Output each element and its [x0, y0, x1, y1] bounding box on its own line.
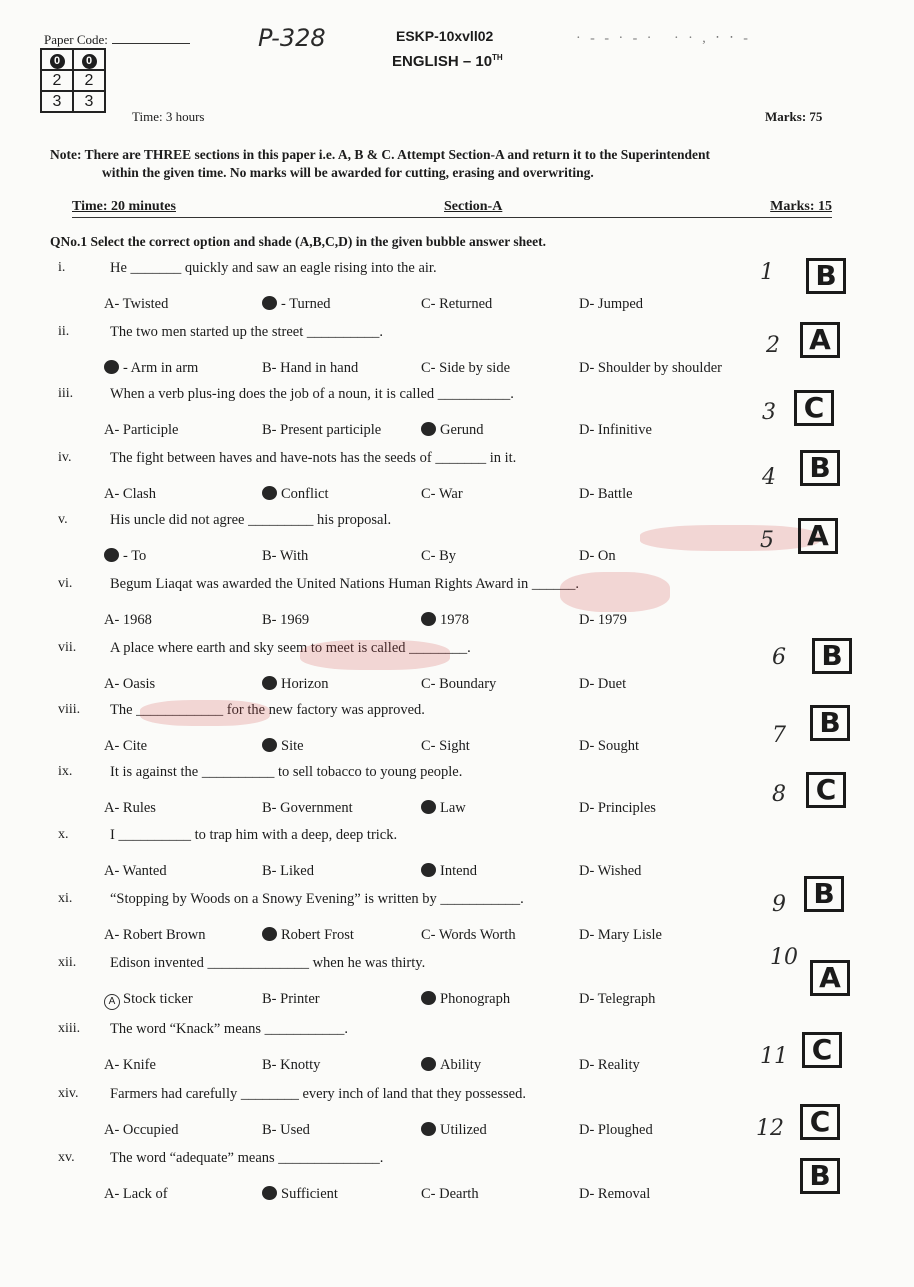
answer-option[interactable] [262, 1122, 310, 1139]
question-number: xv. [58, 1150, 75, 1165]
shaded-bubble-icon [421, 991, 436, 1005]
shaded-bubble-icon [421, 800, 436, 814]
answer-option[interactable] [421, 422, 484, 439]
answer-option[interactable] [262, 738, 304, 755]
code-cell: 0 [41, 49, 73, 70]
question-text: “Stopping by Woods on a Snowy Evening” is written by ___________. [110, 891, 524, 907]
option-label: A- Clash [104, 486, 156, 502]
question-number: viii. [58, 702, 81, 717]
answer-option[interactable] [579, 991, 655, 1008]
option-row [0, 927, 914, 947]
answer-option[interactable] [579, 927, 662, 944]
handwritten-answer-number: 4 [762, 465, 776, 490]
question-item [0, 576, 914, 640]
section-name: Section-A [444, 199, 503, 214]
option-label: Law [440, 800, 466, 816]
answer-option[interactable] [421, 486, 463, 503]
answer-option[interactable] [579, 1057, 640, 1074]
option-label: D- Sought [579, 738, 640, 754]
option-label: Ability [440, 1057, 482, 1073]
shaded-bubble-icon [421, 422, 436, 436]
answer-option[interactable] [262, 676, 329, 693]
option-label: Intend [440, 863, 478, 879]
answer-option[interactable] [104, 863, 167, 880]
answer-option[interactable] [262, 360, 358, 377]
handwritten-answer-box: B [800, 1158, 840, 1194]
answer-option[interactable] [421, 548, 456, 565]
option-label: A- Participle [104, 422, 179, 438]
answer-option[interactable] [104, 422, 179, 439]
shaded-bubble-icon [262, 296, 277, 310]
option-label: A- Occupied [104, 1122, 179, 1138]
answer-option[interactable] [579, 863, 641, 880]
option-label: Conflict [281, 486, 329, 502]
answer-option[interactable] [104, 1186, 168, 1203]
answer-option[interactable] [104, 360, 198, 377]
question-number: ix. [58, 764, 73, 779]
handwritten-answer-box: A [798, 518, 838, 554]
option-label: D- Shoulder by shoulder [579, 360, 722, 376]
option-label: B- Used [262, 1122, 310, 1138]
option-row [0, 612, 914, 632]
shaded-bubble-icon [262, 486, 277, 500]
question-number: i. [58, 260, 66, 275]
answer-option[interactable] [421, 927, 516, 944]
handwritten-answer-number: 9 [772, 892, 786, 917]
question-number: xii. [58, 955, 77, 970]
option-row [0, 360, 914, 380]
section-header [72, 199, 832, 218]
question-text: The word “Knack” means ___________. [110, 1021, 348, 1037]
option-label: - Turned [281, 296, 331, 312]
option-label: D- Removal [579, 1186, 651, 1202]
shaded-bubble-icon [421, 1057, 436, 1071]
option-label: C- Words Worth [421, 927, 516, 943]
question-item [0, 260, 914, 324]
answer-option[interactable] [262, 927, 354, 944]
code-cell: 2 [41, 70, 73, 91]
option-label: Gerund [440, 422, 484, 438]
handwritten-answer-number: 6 [772, 645, 786, 670]
option-label: D- Mary Lisle [579, 927, 662, 943]
answer-option[interactable] [421, 863, 477, 880]
handwritten-answer-box: B [806, 258, 846, 294]
answer-option[interactable] [421, 991, 510, 1008]
code-cell: 0 [73, 49, 105, 70]
option-label: B- Hand in hand [262, 360, 359, 376]
answer-option[interactable] [421, 1122, 487, 1139]
handwritten-answer-box: C [794, 390, 834, 426]
question-item [0, 1150, 914, 1214]
option-label: D- Principles [579, 800, 656, 816]
option-label: D- Ploughed [579, 1122, 653, 1138]
handwritten-answer-number: 11 [760, 1044, 788, 1069]
option-label: - Arm in arm [123, 360, 199, 376]
handwritten-answer-box: C [802, 1032, 842, 1068]
answer-option[interactable] [262, 1186, 338, 1203]
option-label: C- Dearth [421, 1186, 479, 1202]
option-label: Horizon [281, 676, 329, 692]
shaded-bubble-icon [262, 676, 277, 690]
instructions-note: Note: There are THREE sections in this paper i.e. A, B & C. Attempt Section-A and return it to the Superintendent within the given time. No marks will be awarded for cutting, erasing and overwriting. [50, 147, 711, 180]
paper-code-grid [40, 48, 106, 113]
option-label: A- Oasis [104, 676, 156, 692]
handwritten-answer-number: 8 [772, 782, 786, 807]
circled-option-icon: A [104, 994, 120, 1010]
answer-option[interactable] [579, 548, 616, 565]
red-ink-smudge [300, 640, 450, 670]
handwritten-paper-code: P-328 [258, 24, 326, 52]
shaded-bubble-icon [262, 738, 277, 752]
answer-option[interactable] [104, 927, 206, 944]
question-text: He _______ quickly and saw an eagle rising into the air. [110, 260, 437, 276]
question-text: Edison invented ______________ when he was thirty. [110, 955, 426, 971]
question-number: iii. [58, 386, 74, 401]
option-label: C- Sight [421, 738, 470, 754]
answer-option[interactable] [421, 676, 496, 693]
option-label: B- Liked [262, 863, 314, 879]
answer-option[interactable] [421, 1186, 479, 1203]
option-label: B- Government [262, 800, 353, 816]
question-text: A place where earth and sky seem to meet is called ________. [110, 640, 471, 656]
code-cell: 3 [41, 91, 73, 112]
answer-option[interactable] [262, 548, 308, 565]
option-label: Robert Frost [281, 927, 354, 943]
handwritten-answer-number: 12 [756, 1116, 784, 1141]
option-row [0, 548, 914, 568]
option-row [0, 296, 914, 316]
question-text: It is against the __________ to sell tobacco to young people. [110, 764, 463, 780]
option-row [0, 991, 914, 1011]
answer-option[interactable] [104, 676, 155, 693]
option-row [0, 863, 914, 883]
question-text: The fight between haves and have-nots has the seeds of _______ in it. [110, 450, 517, 466]
total-marks: Marks: 75 [765, 109, 823, 124]
handwritten-answer-box: B [800, 450, 840, 486]
question-text: When a verb plus-ing does the job of a noun, it is called __________. [110, 386, 514, 402]
answer-option[interactable] [421, 1057, 481, 1074]
total-time: Time: 3 hours [132, 109, 205, 124]
question-number: vii. [58, 640, 77, 655]
subject-title: ENGLISH – 10TH [392, 53, 503, 70]
red-ink-smudge [640, 525, 820, 551]
answer-option[interactable] [104, 800, 156, 817]
question-text: I __________ to trap him with a deep, deep trick. [110, 827, 398, 843]
code-cell: 3 [73, 91, 105, 112]
option-label: Sufficient [281, 1186, 338, 1202]
answer-option[interactable] [421, 296, 492, 313]
handwritten-answer-number: 10 [770, 945, 798, 970]
option-row [0, 1186, 914, 1206]
answer-option[interactable] [579, 1122, 653, 1139]
answer-option[interactable] [104, 486, 156, 503]
option-label: B- With [262, 548, 309, 564]
question-number: v. [58, 512, 68, 527]
answer-option[interactable] [104, 1122, 178, 1139]
option-label: D- Battle [579, 486, 633, 502]
shaded-bubble-icon [421, 1122, 436, 1136]
option-label: Utilized [440, 1122, 487, 1138]
option-label: D- Reality [579, 1057, 640, 1073]
question-number: xiv. [58, 1086, 79, 1101]
option-label: B- Present participle [262, 422, 382, 438]
option-row [0, 422, 914, 442]
question-number: iv. [58, 450, 72, 465]
option-label: D- Jumped [579, 296, 644, 312]
option-label: D- Infinitive [579, 422, 652, 438]
shaded-bubble-icon [421, 863, 436, 877]
answer-option[interactable] [579, 676, 626, 693]
answer-option[interactable] [104, 991, 193, 1010]
section-marks: Marks: 15 [770, 199, 832, 214]
option-label: D- Telegraph [579, 991, 656, 1007]
handwritten-answer-number: 1 [760, 260, 774, 285]
option-label: D- On [579, 548, 616, 564]
option-label: Phonograph [440, 991, 511, 1007]
shaded-bubble-icon [104, 548, 119, 562]
answer-option[interactable] [421, 360, 510, 377]
question-text: The two men started up the street __________. [110, 324, 384, 340]
option-label: A- 1968 [104, 612, 152, 628]
shaded-bubble-icon [262, 1186, 277, 1200]
option-label: A- Wanted [104, 863, 167, 879]
answer-option[interactable] [579, 360, 722, 377]
shaded-bubble-icon [104, 360, 119, 374]
handwritten-answer-box: A [800, 322, 840, 358]
handwritten-answer-number: 5 [760, 528, 774, 553]
question-number: x. [58, 827, 69, 842]
question-number: xiii. [58, 1021, 81, 1036]
option-label: A- Twisted [104, 296, 169, 312]
option-label: A- Rules [104, 800, 156, 816]
answer-option[interactable] [579, 422, 652, 439]
answer-option[interactable] [579, 1186, 650, 1203]
answer-option[interactable] [579, 612, 627, 629]
option-label: A- Cite [104, 738, 148, 754]
answer-option[interactable] [262, 863, 314, 880]
option-label: B- 1969 [262, 612, 310, 628]
answer-option[interactable] [104, 1057, 156, 1074]
answer-option[interactable] [262, 422, 381, 439]
answer-option[interactable] [262, 612, 309, 629]
option-label: A- Robert Brown [104, 927, 206, 943]
paper-code-label: Paper Code: [44, 32, 190, 48]
option-label: B- Printer [262, 991, 320, 1007]
handwritten-answer-box: B [810, 705, 850, 741]
option-label: D- Wished [579, 863, 642, 879]
handwritten-answer-box: C [800, 1104, 840, 1140]
handwritten-answer-number: 7 [772, 723, 786, 748]
option-label: Stock ticker [123, 991, 193, 1007]
answer-option[interactable] [104, 738, 147, 755]
answer-option[interactable] [104, 296, 168, 313]
option-label: - To [123, 548, 147, 564]
question-text: Begum Liaqat was awarded the United Nations Human Rights Award in ______. [110, 576, 580, 592]
option-label: A- Lack of [104, 1186, 168, 1202]
option-label: C- War [421, 486, 463, 502]
handwritten-answer-number: 3 [762, 400, 776, 425]
question-title: QNo.1 Select the correct option and shade (A,B,C,D) in the given bubble answer sheet. [50, 234, 546, 249]
handwritten-answer-box: C [806, 772, 846, 808]
option-label: D- 1979 [579, 612, 627, 628]
handwritten-answer-box: B [804, 876, 844, 912]
question-item [0, 827, 914, 891]
question-text: The word “adequate” means ______________. [110, 1150, 384, 1166]
handwritten-answer-box: A [810, 960, 850, 996]
option-label: C- Boundary [421, 676, 497, 692]
answer-option[interactable] [421, 800, 466, 817]
option-label: A- Knife [104, 1057, 156, 1073]
answer-option[interactable] [104, 548, 146, 565]
document-code: ESKP-10xvll02 [396, 28, 494, 44]
handwritten-answer-number: 2 [766, 333, 780, 358]
option-row [0, 486, 914, 506]
question-number: xi. [58, 891, 73, 906]
answer-option[interactable] [579, 738, 639, 755]
option-label: C- Side by side [421, 360, 511, 376]
question-text: His uncle did not agree _________ his proposal. [110, 512, 392, 528]
handwritten-answer-box: B [812, 638, 852, 674]
shaded-bubble-icon [262, 927, 277, 941]
answer-option[interactable] [262, 1057, 320, 1074]
option-label: D- Duet [579, 676, 627, 692]
code-cell: 2 [73, 70, 105, 91]
answer-option[interactable] [262, 486, 329, 503]
answer-option[interactable] [421, 612, 469, 629]
answer-option[interactable] [104, 612, 152, 629]
answer-option[interactable] [579, 486, 633, 503]
option-label: 1978 [440, 612, 469, 628]
question-text: The ____________ for the new factory was approved. [110, 702, 425, 718]
red-ink-smudge [560, 572, 670, 612]
pencil-scribble: · - - · - · · · , ‧ ‧ - [576, 31, 751, 46]
answer-option[interactable] [579, 296, 643, 313]
question-item [0, 386, 914, 450]
answer-option[interactable] [262, 296, 331, 313]
answer-option[interactable] [262, 800, 353, 817]
section-time: Time: 20 minutes [72, 199, 176, 214]
shaded-bubble-icon [421, 612, 436, 626]
option-label: C- By [421, 548, 457, 564]
option-label: C- Returned [421, 296, 493, 312]
question-number: ii. [58, 324, 70, 339]
option-label: B- Knotty [262, 1057, 321, 1073]
question-text: Farmers had carefully ________ every inch of land that they possessed. [110, 1086, 526, 1102]
option-label: Site [281, 738, 304, 754]
question-number: vi. [58, 576, 73, 591]
answer-option[interactable] [262, 991, 320, 1008]
question-item [0, 450, 914, 514]
answer-option[interactable] [579, 800, 656, 817]
answer-option[interactable] [421, 738, 470, 755]
option-row [0, 676, 914, 696]
red-ink-smudge [140, 700, 270, 726]
